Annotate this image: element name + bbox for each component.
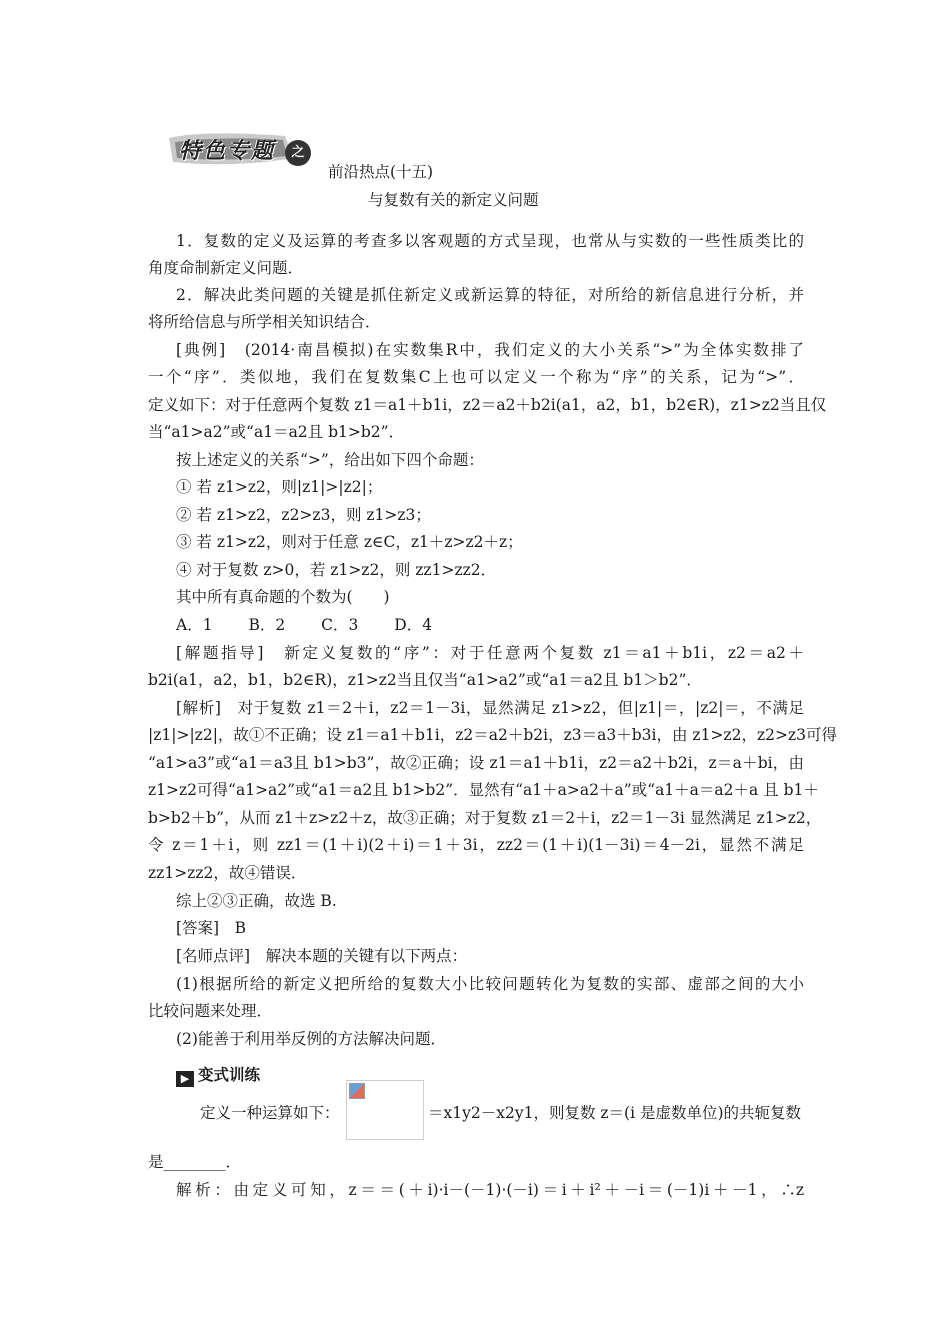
body-line: z1>z2可得“a1>a2”或“a1＝a2且 b1>b2”．显然有“a1＋a>a2＋a”或“a1＋a＝a2＋a 且 b1＋ (148, 781, 819, 799)
body-line: [典例] (2014·南昌模拟)在实数集R中，我们定义的大小关系“>”为全体实数排了 (176, 341, 804, 359)
body-line: 1．复数的定义及运算的考查多以客观题的方式呈现，也常从与实数的一些性质类比的 (176, 232, 804, 250)
solution-line: 解析：由定义可知，z＝＝(＋i)·i－(－1)·(－i)＝i＋i²＋－i＝(－1)i＋－1，∴z (176, 1181, 804, 1199)
body-line: 2．解决此类问题的关键是抓住新定义或新运算的特征，对所给的新信息进行分析，并 (176, 286, 804, 304)
play-icon: ▶ (176, 1071, 194, 1087)
proposition-4: ④ 对于复数 z>0，若 z1>z2，则 zz1>zz2． (176, 561, 497, 579)
question-line: 其中所有真命题的个数为( ) (176, 588, 390, 606)
body-line: (1)根据所给的新定义把所给的复数大小比较问题转化为复数的实部、虚部之间的大小 (176, 975, 804, 993)
answer-line: [答案] B (176, 919, 246, 937)
body-line: 一个“序”．类似地，我们在复数集C上也可以定义一个称为“序”的关系，记为“>”． (148, 368, 804, 386)
body-line: 定义如下：对于任意两个复数 z1＝a1＋b1i，z2＝a2＋b2i(a1，a2，b1，b2∈R)，z1>z2当且仅 (148, 396, 827, 414)
body-line: 按上述定义的关系“>”，给出如下四个命题： (176, 451, 484, 469)
topic-banner (165, 128, 313, 170)
body-line: “a1>a3”或“a1＝a3且 b1>b3”，故②正确；设 z1＝a1＋b1i，z2＝a2＋b2i，z＝a＋bi，由 (148, 754, 804, 772)
body-line: 将所给信息与所学相关知识结合． (148, 313, 381, 331)
exercise-blank-line: 是________． (148, 1153, 242, 1171)
section-heading (176, 1063, 260, 1087)
proposition-3: ③ 若 z1>z2，则对于任意 z∈C，z1＋z>z2＋z； (176, 533, 523, 551)
broken-image (346, 1080, 424, 1140)
body-line: [解析] 对于复数 z1＝2＋i，z2＝1－3i，显然满足 z1>z2，但|z1|＝，|z2|＝，不满足 (176, 699, 804, 717)
body-line: [解题指导] 新定义复数的“序”：对于任意两个复数 z1＝a1＋b1i，z2＝a2＋ (176, 644, 804, 662)
body-line: b2i(a1，a2，b1，b2∈R)，z1>z2当且仅当“a1>a2”或“a1＝a2且 b1＞b2”． (148, 671, 702, 689)
body-line: 综上②③正确，故选 B. (176, 892, 337, 910)
topic-title: 前沿热点(十五) (328, 163, 434, 181)
exercise-text-b: ＝x1y2－x2y1，则复数 z＝(i 是虚数单位)的共轭复数 (428, 1104, 802, 1122)
body-line: 角度命制新定义问题． (148, 259, 304, 277)
proposition-1: ① 若 z1>z2，则|z1|>|z2|； (176, 478, 383, 496)
banner-title: 特色专题 (179, 139, 276, 164)
topic-subtitle: 与复数有关的新定义问题 (368, 191, 539, 209)
body-line: zz1>zz2，故④错误． (148, 864, 307, 882)
exercise-text-a: 定义一种运算如下： (200, 1104, 340, 1122)
body-line: 当“a1>a2”或“a1＝a2且 b1>b2”． (148, 423, 405, 441)
banner-circle: 之 (285, 140, 311, 166)
body-line: b>b2＋b”，从而 z1＋z>z2＋z，故③正确；对于复数 z1＝2＋i，z2＝1－3i 显然满足 z1>z2， (148, 809, 822, 827)
answer-options: A．1 B．2 C．3 D．4 (176, 616, 433, 634)
section-label: 变式训练 (198, 1066, 261, 1084)
body-line: (2)能善于利用举反例的方法解决问题． (176, 1030, 446, 1048)
broken-image-icon (349, 1083, 365, 1099)
body-line: |z1|>|z2|，故①不正确；设 z1＝a1＋b1i，z2＝a2＋b2i，z3＝a3＋b3i，由 z1>z2，z2>z3可得 (148, 726, 837, 744)
body-line: 令 z＝1＋i，则 zz1＝(1＋i)(2＋i)＝1＋3i，zz2＝(1＋i)(1－3i)＝4－2i，显然不满足 (148, 836, 804, 854)
body-line: [名师点评] 解决本题的关键有以下两点： (176, 947, 468, 965)
proposition-2: ② 若 z1>z2，z2>z3，则 z1>z3； (176, 506, 431, 524)
body-line: 比较问题来处理． (148, 1002, 273, 1020)
